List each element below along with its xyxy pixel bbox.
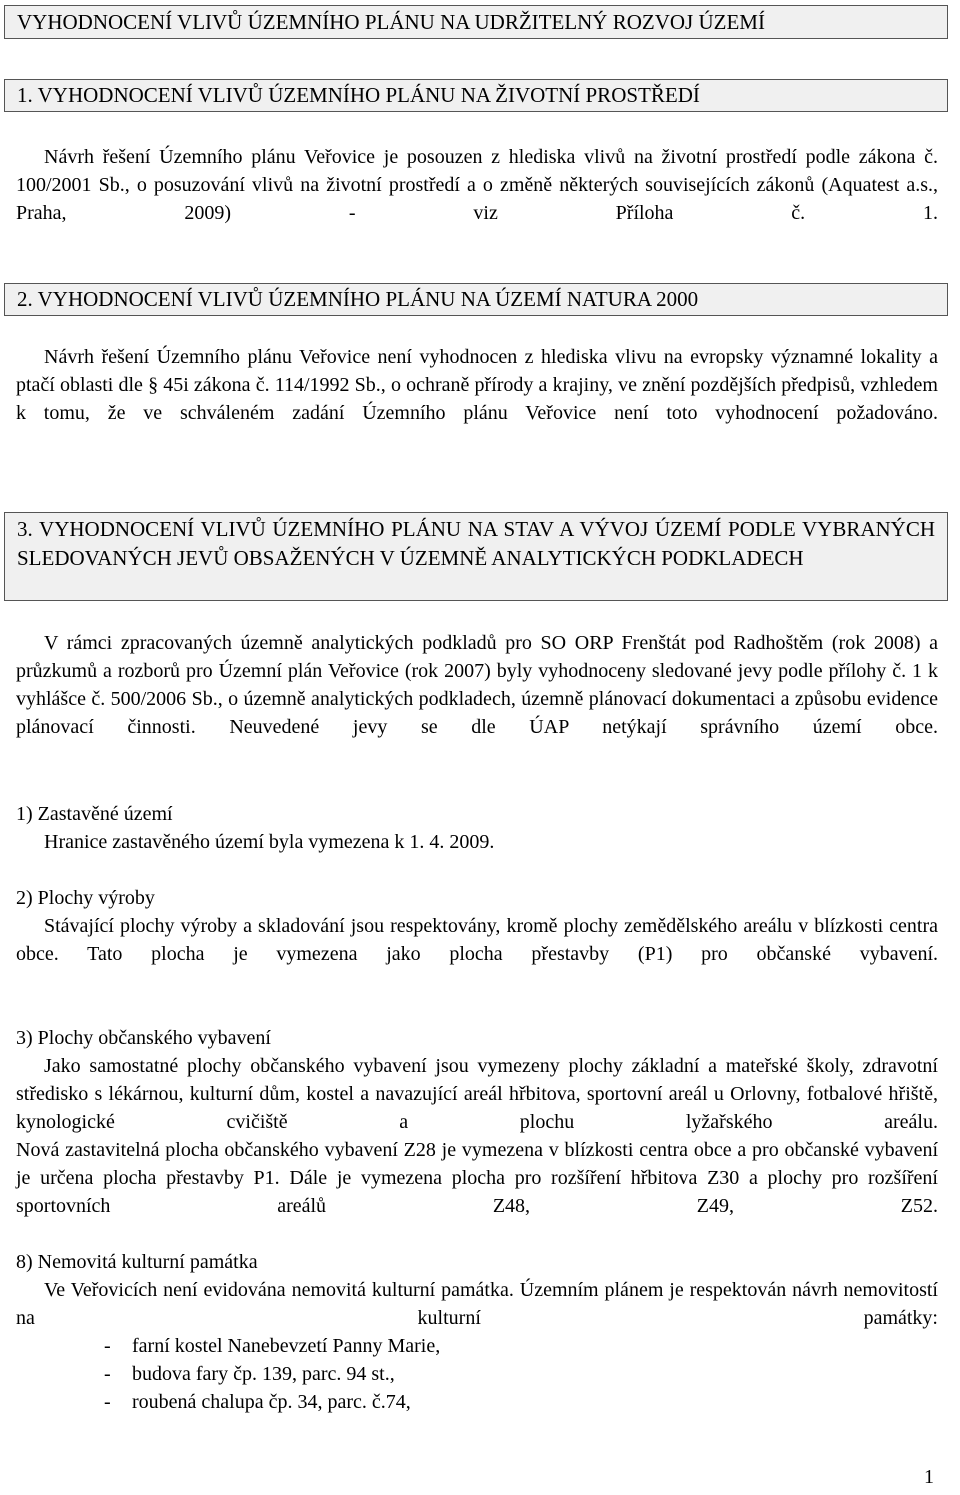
item-3-text: Jako samostatné plochy občanského vybavení jsou vymezeny plochy základní a mateřské školy, zdravotní středisko s lékárnou, kulturní dům, kostel a navazující areál hřbitova, sportovní areál u Orlovny, fotbalové hřiště, kynologické cvičiště a plochu lyžařského areálu. xyxy=(16,1055,938,1133)
section-2-heading: 2. VYHODNOCENÍ VLIVŮ ÚZEMNÍHO PLÁNU NA ÚZEMÍ NATURA 2000 xyxy=(4,283,948,316)
page-number: 1 xyxy=(924,1466,934,1488)
item-8-heading: 8) Nemovitá kulturní památka xyxy=(16,1251,258,1273)
section-2-text: Návrh řešení Územního plánu Veřovice není vyhodnocen z hlediska vlivu na evropsky významné lokality a ptačí oblasti dle § 45i zákona č. 114/1992 Sb., o ochraně přírody a krajiny, ve znění pozdějších předpisů, vzhledem k tomu, že ve schváleném zadání Územního plánu Veřovice není toto vyhodnocení požadováno. xyxy=(16,346,938,424)
item-1-text: Hranice zastavěného území byla vymezena k 1. 4. 2009. xyxy=(44,831,495,853)
section-3-heading: 3. VYHODNOCENÍ VLIVŮ ÚZEMNÍHO PLÁNU NA STAV A VÝVOJ ÚZEMÍ PODLE VYBRANÝCH SLEDOVANÝCH JEVŮ OBSAŽENÝCH V ÚZEMNĚ ANALYTICKÝCH PODKLADECH xyxy=(4,512,948,601)
list-dash: - xyxy=(104,1363,111,1385)
list-item xyxy=(104,1332,440,1360)
document-title: VYHODNOCENÍ VLIVŮ ÚZEMNÍHO PLÁNU NA UDRŽITELNÝ ROZVOJ ÚZEMÍ xyxy=(4,5,948,39)
item-2-heading: 2) Plochy výroby xyxy=(16,887,155,909)
list-item-text: budova fary čp. 139, parc. 94 st., xyxy=(132,1363,395,1385)
item-3-heading: 3) Plochy občanského vybavení xyxy=(16,1027,271,1049)
section-1-heading: 1. VYHODNOCENÍ VLIVŮ ÚZEMNÍHO PLÁNU NA ŽIVOTNÍ PROSTŘEDÍ xyxy=(4,79,948,112)
list-dash: - xyxy=(104,1335,111,1357)
item-1-heading: 1) Zastavěné území xyxy=(16,803,173,825)
list-item-text: farní kostel Nanebevzetí Panny Marie, xyxy=(132,1335,441,1357)
section-1-text: Návrh řešení Územního plánu Veřovice je posouzen z hlediska vlivů na životní prostředí podle zákona č. 100/2001 Sb., o posuzování vlivů na životní prostředí a o změně některých souvisejících zákonů (Aquatest a.s., Praha, 2009) - viz Příloha č. 1. xyxy=(16,146,938,224)
item-2-text: Stávající plochy výroby a skladování jsou respektovány, kromě plochy zemědělského areálu v blízkosti centra obce. Tato plocha je vymezena jako plocha přestavby (P1) pro občanské vybavení. xyxy=(16,915,938,965)
list-dash: - xyxy=(104,1391,111,1413)
list-item xyxy=(104,1360,395,1388)
list-item xyxy=(104,1388,411,1416)
list-item-text: roubená chalupa čp. 34, parc. č.74, xyxy=(132,1391,411,1413)
item-3-text-2: Nová zastavitelná plocha občanského vybavení Z28 je vymezena v blízkosti centra obce a pro občanské vybavení je určena plocha přestavby P1. Dále je vymezena plocha pro rozšíření hřbitova Z30 a plochy pro rozšíření sportovních areálů Z48, Z49, Z52. xyxy=(16,1139,938,1217)
section-3-text: V rámci zpracovaných územně analytických podkladů pro SO ORP Frenštát pod Radhoštěm (rok 2008) a průzkumů a rozborů pro Územní plán Veřovice (rok 2007) byly vyhodnoceny sledované jevy podle přílohy č. 1 k vyhlášce č. 500/2006 Sb., o územně analytických podkladech, územně plánovací dokumentaci a způsobu evidence plánovací činnosti. Neuvedené jevy se dle ÚAP netýkají správního území obce. xyxy=(16,632,938,738)
item-8-text: Ve Veřovicích není evidována nemovitá kulturní památka. Územním plánem je respektován návrh nemovitostí na kulturní památky: xyxy=(16,1279,938,1329)
